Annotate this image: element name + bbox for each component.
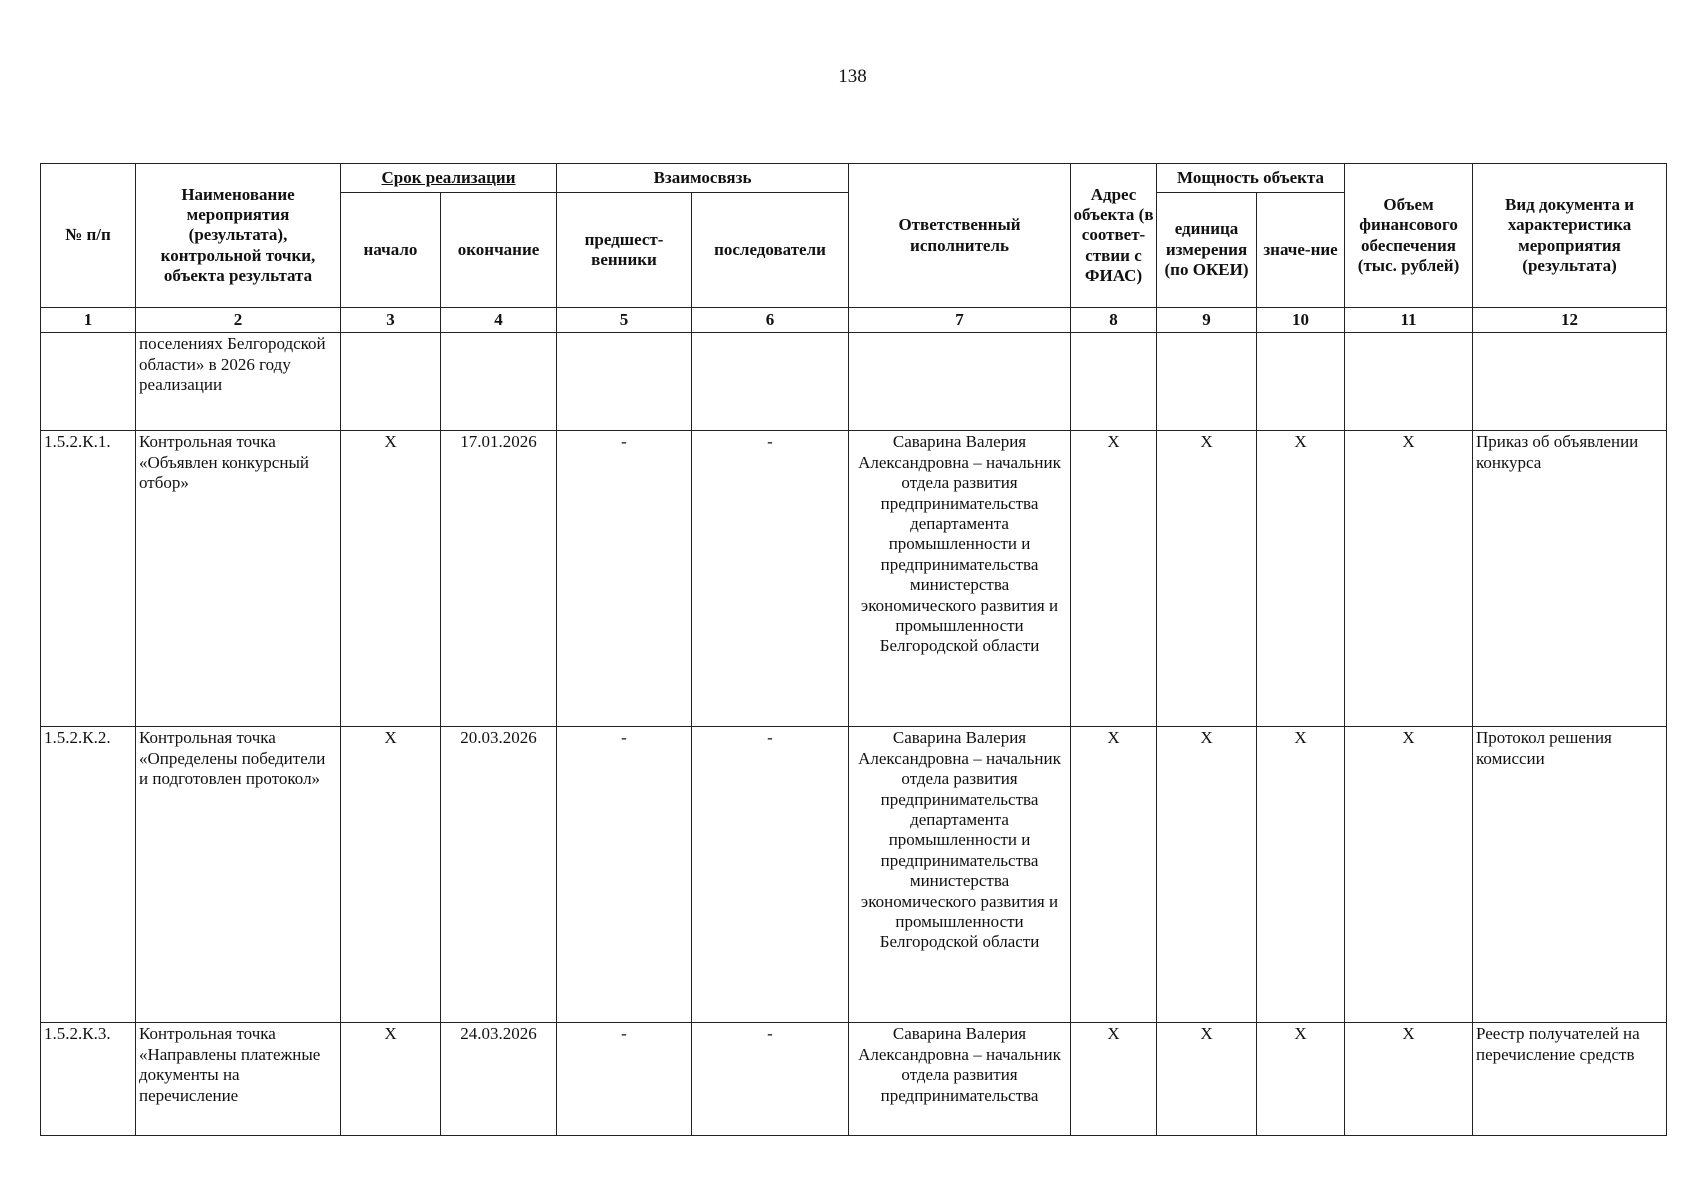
header-name: Наименование мероприятия (результата), контрольной точки, объекта результата: [136, 164, 341, 308]
cell-predecessors: [557, 333, 692, 431]
column-number: 10: [1257, 308, 1345, 333]
cell-num: 1.5.2.К.2.: [41, 727, 136, 1023]
cell-predecessors: -: [557, 1023, 692, 1136]
cell-start: Х: [341, 727, 441, 1023]
column-number: 6: [692, 308, 849, 333]
cell-unit: Х: [1157, 431, 1257, 727]
column-number: 9: [1157, 308, 1257, 333]
header-finance: Объем финансового обеспечения (тыс. рублей): [1345, 164, 1473, 308]
cell-successors: -: [692, 727, 849, 1023]
implementation-plan-table: [40, 163, 1667, 1136]
cell-name: Контрольная точка «Определены победители и подготовлен протокол»: [136, 727, 341, 1023]
column-number: 5: [557, 308, 692, 333]
table-row: [41, 431, 1667, 727]
header-successors: последователи: [692, 193, 849, 308]
cell-doc: Приказ об объявлении конкурса: [1473, 431, 1667, 727]
cell-end: 20.03.2026: [441, 727, 557, 1023]
cell-address: Х: [1071, 1023, 1157, 1136]
cell-unit: [1157, 333, 1257, 431]
cell-predecessors: -: [557, 431, 692, 727]
cell-value: Х: [1257, 1023, 1345, 1136]
cell-name: Контрольная точка «Объявлен конкурсный отбор»: [136, 431, 341, 727]
cell-finance: Х: [1345, 727, 1473, 1023]
cell-address: Х: [1071, 727, 1157, 1023]
column-number: 11: [1345, 308, 1473, 333]
cell-finance: Х: [1345, 431, 1473, 727]
cell-address: Х: [1071, 431, 1157, 727]
cell-value: [1257, 333, 1345, 431]
header-link-group: Взаимосвязь: [557, 164, 849, 193]
header-address: Адрес объекта (в соответ-ствии с ФИАС): [1071, 164, 1157, 308]
column-number: 8: [1071, 308, 1157, 333]
cell-responsible: [849, 333, 1071, 431]
column-number: 4: [441, 308, 557, 333]
cell-finance: [1345, 333, 1473, 431]
header-row-groups: [41, 164, 1667, 193]
header-num: № п/п: [41, 164, 136, 308]
cell-num: 1.5.2.К.3.: [41, 1023, 136, 1136]
column-number: 7: [849, 308, 1071, 333]
header-end: окончание: [441, 193, 557, 308]
cell-unit: Х: [1157, 727, 1257, 1023]
cell-finance: Х: [1345, 1023, 1473, 1136]
cell-predecessors: -: [557, 727, 692, 1023]
header-responsible: Ответственный исполнитель: [849, 164, 1071, 308]
header-term-group: Срок реализации: [341, 164, 557, 193]
cell-successors: -: [692, 1023, 849, 1136]
cell-name: поселениях Белгородской области» в 2026 году реализации: [136, 333, 341, 431]
header-value: значе-ние: [1257, 193, 1345, 308]
column-number: 3: [341, 308, 441, 333]
cell-value: Х: [1257, 727, 1345, 1023]
cell-end: 24.03.2026: [441, 1023, 557, 1136]
cell-successors: -: [692, 431, 849, 727]
cell-doc: Протокол решения комиссии: [1473, 727, 1667, 1023]
cell-start: [341, 333, 441, 431]
column-numbers-row: [41, 308, 1667, 333]
cell-responsible: Саварина Валерия Александровна – начальник отдела развития предпринимательства департамента промышленности и предпринимательства министерства экономического развития и промышленности Белгородской области: [849, 727, 1071, 1023]
cell-start: Х: [341, 431, 441, 727]
cell-end: 17.01.2026: [441, 431, 557, 727]
cell-address: [1071, 333, 1157, 431]
cell-value: Х: [1257, 431, 1345, 727]
cell-successors: [692, 333, 849, 431]
cell-start: Х: [341, 1023, 441, 1136]
cell-doc: [1473, 333, 1667, 431]
cell-doc: Реестр получателей на перечисление средств: [1473, 1023, 1667, 1136]
cell-num: 1.5.2.К.1.: [41, 431, 136, 727]
table-row: [41, 333, 1667, 431]
header-unit: единица измерения (по ОКЕИ): [1157, 193, 1257, 308]
cell-responsible: Саварина Валерия Александровна – начальник отдела развития предпринимательства департамента промышленности и предпринимательства министерства экономического развития и промышленности Белгородской области: [849, 431, 1071, 727]
cell-num: [41, 333, 136, 431]
cell-end: [441, 333, 557, 431]
header-doc-type: Вид документа и характеристика мероприятия (результата): [1473, 164, 1667, 308]
header-capacity-group: Мощность объекта: [1157, 164, 1345, 193]
table-row: [41, 1023, 1667, 1136]
cell-unit: Х: [1157, 1023, 1257, 1136]
column-number: 2: [136, 308, 341, 333]
column-number: 1: [41, 308, 136, 333]
cell-name: Контрольная точка «Направлены платежные документы на перечисление: [136, 1023, 341, 1136]
header-predecessors: предшест-венники: [557, 193, 692, 308]
page-number: 138: [838, 66, 867, 87]
cell-responsible: Саварина Валерия Александровна – начальник отдела развития предпринимательства: [849, 1023, 1071, 1136]
table-row: [41, 727, 1667, 1023]
header-start: начало: [341, 193, 441, 308]
column-number: 12: [1473, 308, 1667, 333]
